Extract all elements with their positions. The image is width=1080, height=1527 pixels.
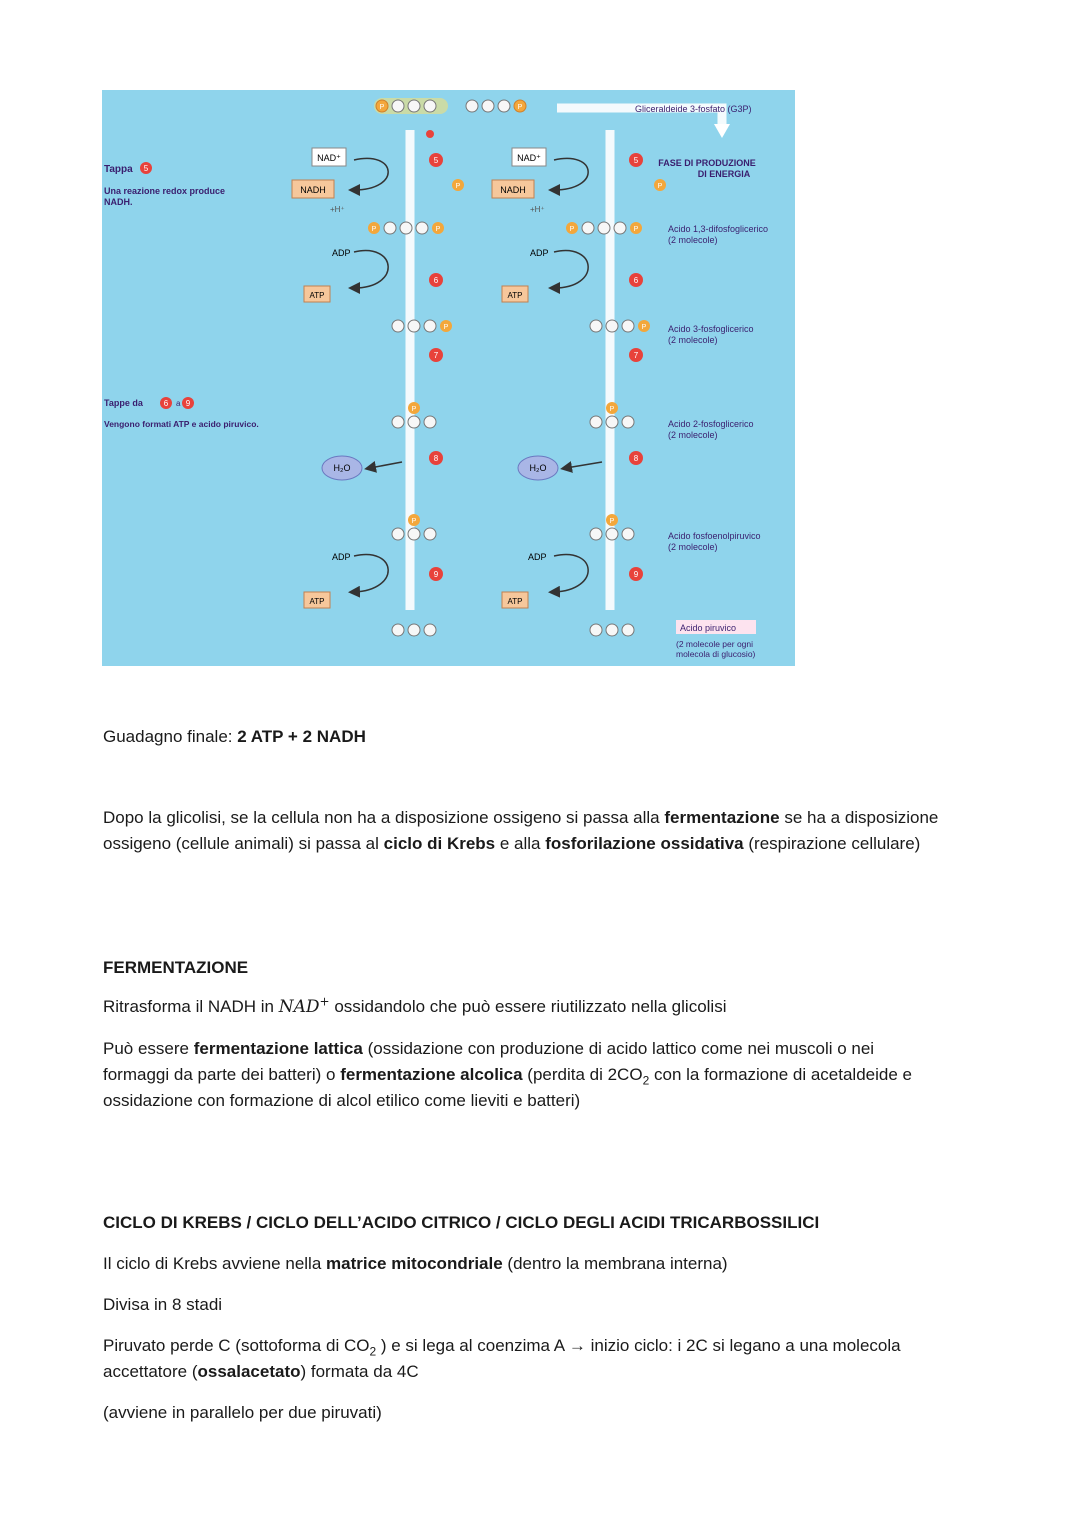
svg-text:ADP: ADP	[528, 552, 547, 562]
step1-desc: Una reazione redox produce NADH.	[104, 186, 226, 207]
ferm-paragraph-2-line3: ossidazione con formazione di alcol etilico come lieviti e batteri)	[103, 1091, 581, 1110]
step2-label: Tappe da	[104, 398, 143, 408]
2pg-chains	[392, 402, 634, 428]
stage-label-3: Acido 2-fosfoglicerico	[668, 419, 754, 429]
svg-text:(2 molecole): (2 molecole)	[668, 235, 718, 245]
redox-left	[292, 130, 464, 214]
svg-text:5: 5	[143, 164, 149, 173]
krebs-paragraph-1: Il ciclo di Krebs avviene nella matrice mitocondriale (dentro la membrana interna)	[103, 1254, 728, 1273]
svg-text:NADH: NADH	[300, 185, 326, 195]
paragraph-after-glycolysis-line2: ossigeno (cellule animali) si passa al ciclo di Krebs e alla fosforilazione ossidativa (respirazione cellulare)	[103, 834, 921, 853]
svg-text:8: 8	[433, 454, 439, 463]
glycolysis-diagram	[102, 90, 795, 666]
final-gain: Guadagno finale: 2 ATP + 2 NADH	[103, 727, 366, 746]
svg-text:+H⁺: +H⁺	[530, 205, 545, 214]
svg-text:6: 6	[633, 276, 639, 285]
svg-text:P: P	[455, 183, 461, 190]
krebs-paragraph-2: Divisa in 8 stadi	[103, 1295, 223, 1314]
svg-text:P: P	[411, 518, 417, 525]
svg-text:ATP: ATP	[309, 291, 325, 300]
svg-text:9: 9	[433, 570, 439, 579]
ferm-paragraph-1: Ritrasforma il NADH in NAD+ ossidandolo che può essere riutilizzato nella glicolisi	[103, 994, 727, 1017]
svg-text:8: 8	[633, 454, 639, 463]
h2o-stage8	[322, 451, 643, 480]
svg-text:P: P	[609, 518, 615, 525]
svg-text:P: P	[609, 406, 615, 413]
paragraph-after-glycolysis-line1: Dopo la glicolisi, se la cellula non ha a disposizione ossigeno si passa alla fermentazione se ha a disposizione	[103, 808, 939, 827]
svg-text:P: P	[443, 324, 449, 331]
bpg-chains	[368, 222, 642, 234]
krebs-paragraph-3-line1: Piruvato perde C (sottoforma di $CO_2$ ) e si lega al coenzima A → inizio ciclo: i 2C si legano a una molecola	[103, 1336, 901, 1359]
svg-text:(2 molecole): (2 molecole)	[668, 542, 718, 552]
svg-text:ADP: ADP	[332, 552, 351, 562]
g3p-chains	[374, 98, 526, 114]
krebs-paragraph-3-line2: accettatore (ossalacetato) formata da 4C	[103, 1362, 419, 1381]
svg-text:(2 molecole per ognimolecola d: (2 molecole per ogni molecola di glucosio)	[676, 639, 756, 659]
svg-text:(2 molecole): (2 molecole)	[668, 430, 718, 440]
svg-text:P: P	[411, 406, 417, 413]
phase-label: FASE DI PRODUZIONE DI ENERGIA	[658, 158, 756, 179]
svg-text:ATP: ATP	[309, 597, 325, 606]
svg-text:ATP: ATP	[507, 291, 523, 300]
svg-text:7: 7	[433, 351, 439, 360]
ferm-paragraph-2-line1: Può essere fermentazione lattica (ossidazione con produzione di acido lattico come nei muscoli o nei	[103, 1039, 875, 1058]
svg-text:H₂O: H₂O	[529, 463, 547, 473]
svg-text:9: 9	[185, 399, 191, 408]
svg-text:5: 5	[633, 156, 639, 165]
svg-text:6: 6	[163, 399, 169, 408]
ferm-paragraph-2-line2: formaggi da parte dei batteri) o fermentazione alcolica (perdita di $2CO_2$ con la formazione di acetaldeide e	[103, 1065, 912, 1088]
heading-krebs: CICLO DI KREBS / CICLO DELL’ACIDO CITRICO / CICLO DEGLI ACIDI TRICARBOSSILICI	[103, 1213, 820, 1232]
svg-text:H₂O: H₂O	[333, 463, 351, 473]
svg-text:P: P	[371, 226, 377, 233]
svg-text:a: a	[176, 399, 181, 408]
svg-text:P: P	[435, 226, 441, 233]
pyruvate-chains	[392, 624, 634, 636]
svg-text:P: P	[641, 324, 647, 331]
stage-label-2: Acido 3-fosfoglicerico	[668, 324, 754, 334]
svg-text:9: 9	[633, 570, 639, 579]
pep-chains	[392, 514, 634, 540]
svg-text:+H⁺: +H⁺	[330, 205, 345, 214]
stage-label-4: Acido fosfoenolpiruvico	[668, 531, 761, 541]
svg-text:6: 6	[433, 276, 439, 285]
svg-text:NAD⁺: NAD⁺	[317, 153, 341, 163]
glycolysis-figure	[102, 90, 795, 666]
svg-text:7: 7	[633, 351, 639, 360]
svg-text:(2 molecole): (2 molecole)	[668, 335, 718, 345]
svg-text:P: P	[657, 183, 663, 190]
svg-text:NAD⁺: NAD⁺	[517, 153, 541, 163]
stage-label-1: Acido 1,3-difosfoglicerico	[668, 224, 769, 234]
svg-text:P: P	[379, 104, 385, 111]
redox-right	[492, 148, 666, 214]
svg-text:P: P	[633, 226, 639, 233]
svg-text:NADH: NADH	[500, 185, 526, 195]
step2-desc: Vengono formati ATP e acido piruvico.	[104, 419, 259, 429]
heading-fermentazione: FERMENTAZIONE	[103, 958, 249, 977]
svg-text:5: 5	[433, 156, 439, 165]
svg-text:ADP: ADP	[332, 248, 351, 258]
stage-label-5: Acido piruvico	[680, 623, 737, 633]
step1-label: Tappa	[104, 164, 133, 175]
stage-label-0: Gliceraldeide 3-fosfato (G3P)	[635, 104, 752, 114]
krebs-paragraph-4: (avviene in parallelo per due piruvati)	[103, 1403, 382, 1422]
svg-text:ADP: ADP	[530, 248, 549, 258]
svg-text:P: P	[517, 104, 523, 111]
svg-text:P: P	[569, 226, 575, 233]
atp-stage6	[304, 248, 643, 302]
svg-text:ATP: ATP	[507, 597, 523, 606]
atp-stage9	[304, 552, 643, 608]
